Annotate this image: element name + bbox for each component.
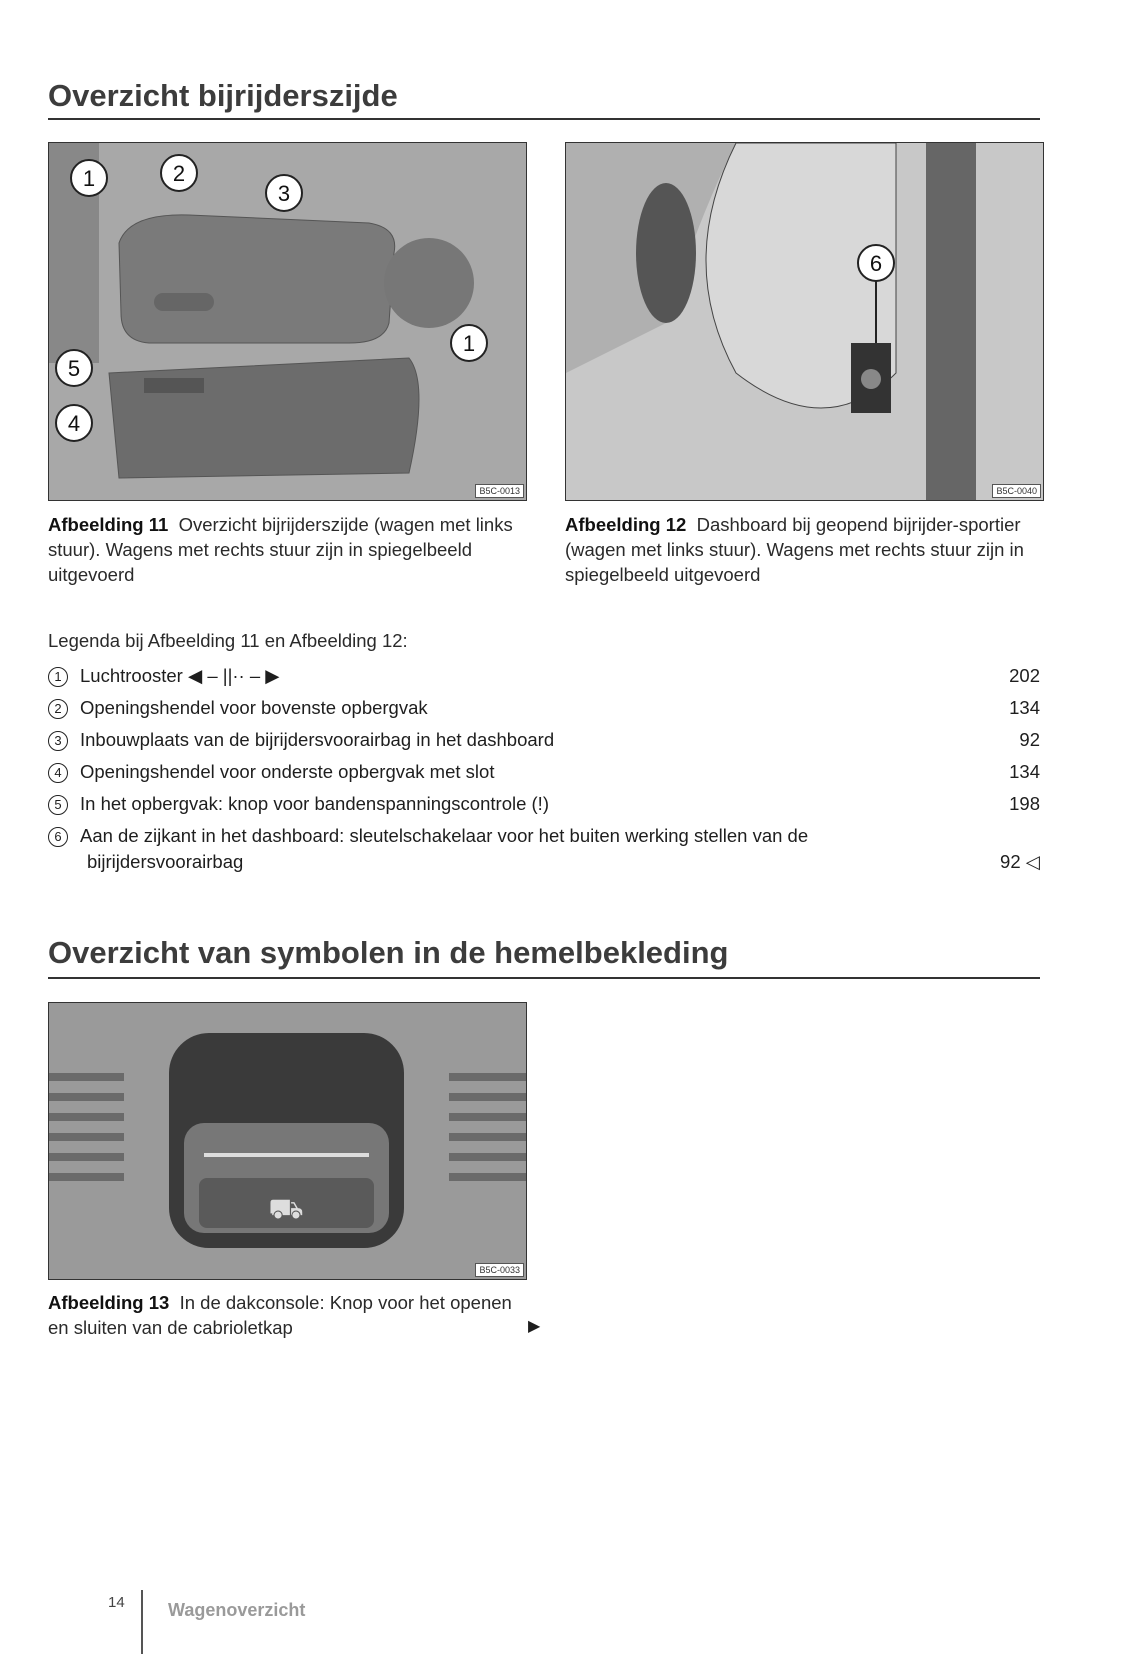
figure-13-caption — [48, 1290, 518, 1340]
figure-13-image — [48, 1002, 527, 1280]
legend-item — [48, 823, 1040, 875]
figure-code: B5C-0040 — [992, 484, 1041, 498]
page-reference[interactable]: 92 ◁ — [1000, 851, 1040, 872]
section-title: Overzicht van symbolen in de hemelbekleding — [48, 935, 729, 970]
dashboard-illustration — [49, 143, 526, 500]
callout-4: 4 — [67, 411, 81, 436]
legend-number: 4 — [48, 763, 68, 783]
chapter-title: Wagenoverzicht — [168, 1600, 306, 1620]
caption-text: Dashboard bij geopend bijrijder-sportier (wagen met links stuur). Wagens met rechts stuur zijn in spiegelbeeld uitgevoerd — [565, 514, 1024, 585]
divider — [48, 977, 1040, 979]
convertible-top-icon: ⛟ — [268, 1193, 304, 1224]
caption-text: In de dakconsole: Knop voor het openen en sluiten van de cabrioletkap — [48, 1292, 512, 1338]
legend-text: Openingshendel voor bovenste opbergvak — [80, 697, 428, 718]
callout-3: 3 — [277, 181, 291, 206]
page-reference[interactable]: 198 — [1009, 793, 1040, 814]
footer-divider — [141, 1590, 143, 1654]
figure-11-caption — [48, 512, 518, 587]
figure-12-caption — [565, 512, 1025, 587]
legend-text-continued: bijrijdersvoorairbag — [87, 851, 244, 872]
callout-2: 2 — [172, 161, 186, 186]
continue-arrow-icon: ▶ — [528, 1318, 541, 1335]
page-reference[interactable]: 134 — [1009, 761, 1040, 782]
legend-text: Aan de zijkant in het dashboard: sleutelschakelaar voor het buiten werking stellen van de — [80, 825, 809, 846]
legend-title: Legenda bij Afbeelding 11 en Afbeelding 12: — [48, 630, 408, 651]
figure-code: B5C-0033 — [475, 1263, 524, 1277]
legend-number: 2 — [48, 699, 68, 719]
page-reference[interactable]: 92 — [1019, 729, 1040, 750]
dashboard-side-illustration — [566, 143, 1043, 500]
page-reference[interactable]: 202 — [1009, 665, 1040, 686]
page-reference[interactable]: 134 — [1009, 697, 1040, 718]
figure-12-image — [565, 142, 1044, 501]
callout-6: 6 — [869, 251, 883, 276]
legend-item — [48, 759, 1040, 785]
figure-label: Afbeelding 12 — [565, 514, 687, 535]
figure-11-image — [48, 142, 527, 501]
roof-console-illustration — [49, 1003, 526, 1279]
legend-item — [48, 663, 1040, 689]
page-number: 14 — [108, 1594, 125, 1611]
legend-number: 6 — [48, 827, 68, 847]
legend-text: In het opbergvak: knop voor bandenspanningscontrole (!) — [80, 793, 549, 814]
callout-5: 5 — [67, 356, 81, 381]
divider — [48, 118, 1040, 120]
legend-item — [48, 695, 1040, 721]
legend-item — [48, 727, 1040, 753]
legend-item — [48, 791, 1040, 817]
callout-1b: 1 — [462, 331, 476, 356]
legend-number: 3 — [48, 731, 68, 751]
figure-label: Afbeelding 11 — [48, 514, 169, 535]
caption-text: Overzicht bijrijderszijde (wagen met links stuur). Wagens met rechts stuur zijn in spiegelbeeld uitgevoerd — [48, 514, 513, 585]
section-title: Overzicht bijrijderszijde — [48, 78, 398, 113]
legend-text: Inbouwplaats van de bijrijdersvoorairbag in het dashboard — [80, 729, 555, 750]
legend-number: 1 — [48, 667, 68, 687]
figure-label: Afbeelding 13 — [48, 1292, 170, 1313]
legend-text: Openingshendel voor onderste opbergvak met slot — [80, 761, 495, 782]
callout-1: 1 — [82, 166, 96, 191]
figure-code: B5C-0013 — [475, 484, 524, 498]
legend-number: 5 — [48, 795, 68, 815]
legend-text: Luchtrooster ◀ – ||·· – ▶ — [80, 665, 280, 686]
